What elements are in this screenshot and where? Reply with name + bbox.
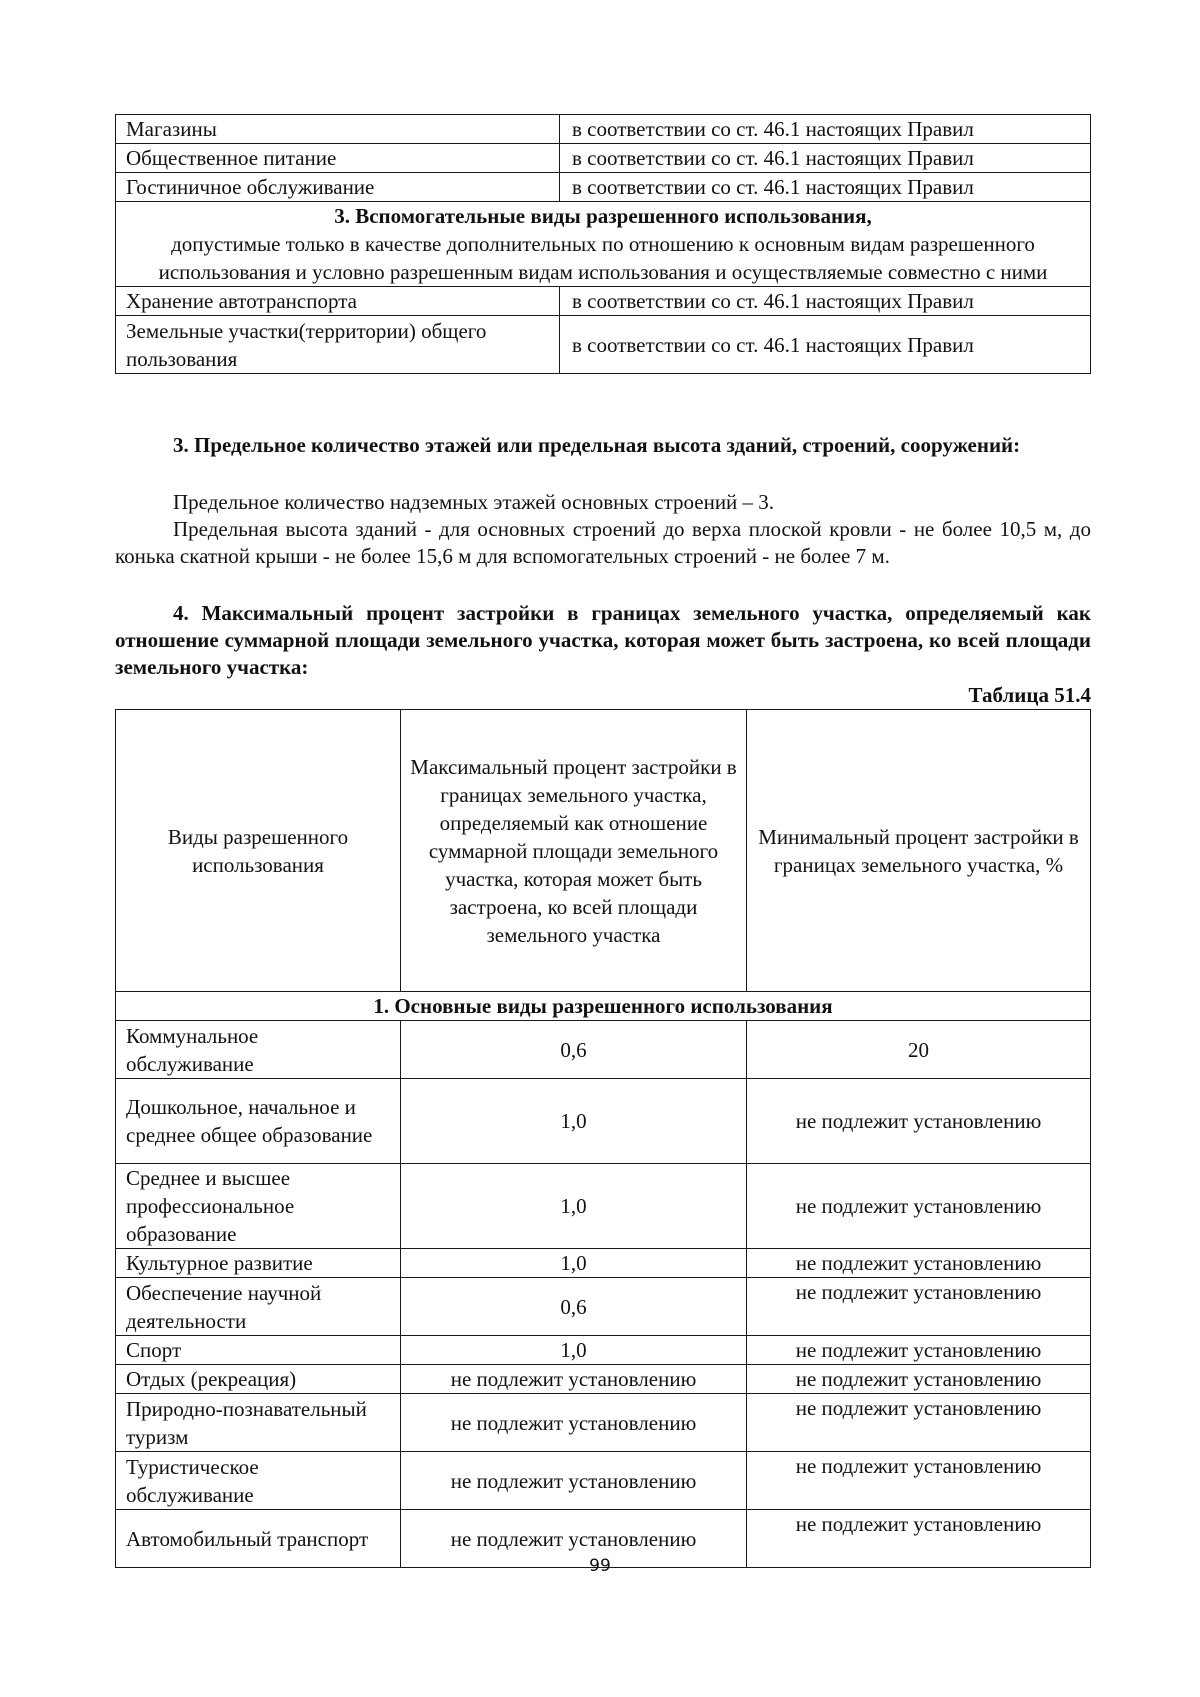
min-value: не подлежит установлению (747, 1249, 1091, 1278)
max-value: 0,6 (401, 1278, 747, 1336)
min-value: не подлежит установлению (747, 1336, 1091, 1365)
use-value: в соответствии со ст. 46.1 настоящих Правил (560, 316, 1091, 374)
section-3-description: допустимые только в качестве дополнительных по отношению к основным видам разрешенного использования и условно разрешенным видам использования и осуществляемые совместно с ними (158, 232, 1048, 284)
table-caption: Таблица 51.4 (968, 683, 1091, 707)
table-row (116, 115, 1091, 144)
table-row (116, 287, 1091, 316)
use-name: Отдых (рекреация) (116, 1365, 401, 1394)
table-row (116, 173, 1091, 202)
min-value: не подлежит установлению (747, 1164, 1091, 1249)
floors-heading: 3. Предельное количество этажей или предельная высота зданий, строений, сооружений: (173, 433, 1021, 457)
table-row (116, 316, 1091, 374)
floors-paragraph-2: Предельная высота зданий - для основных строений до верха плоской кровли - не более 10,5 м, до конька скатной крыши - не более 15,6 м для вспомогательных строений - не более 7 м. (115, 517, 1091, 568)
use-name: Обеспечение научной деятельности (116, 1278, 401, 1336)
section-3-title: 3. Вспомогательные виды разрешенного использования, (334, 204, 872, 228)
min-value: не подлежит установлению (747, 1079, 1091, 1164)
table-row (116, 1021, 1091, 1079)
table-row (116, 1452, 1091, 1510)
table-row (116, 1079, 1091, 1164)
max-value: не подлежит установлению (401, 1510, 747, 1568)
table-row (116, 1336, 1091, 1365)
floors-paragraph-1: Предельное количество надземных этажей основных строений – 3. (173, 490, 775, 514)
max-value: 1,0 (401, 1336, 747, 1365)
max-value: не подлежит установлению (401, 1365, 747, 1394)
max-value: не подлежит установлению (401, 1394, 747, 1452)
use-name: Культурное развитие (116, 1249, 401, 1278)
use-value: в соответствии со ст. 46.1 настоящих Правил (560, 287, 1091, 316)
table-row (116, 1164, 1091, 1249)
use-name: Хранение автотранспорта (116, 287, 560, 316)
header-row (116, 710, 1091, 992)
use-name: Земельные участки(территории) общего пользования (116, 316, 560, 374)
use-name: Гостиничное обслуживание (116, 173, 560, 202)
table-row (116, 1249, 1091, 1278)
use-name: Среднее и высшее профессиональное образование (116, 1164, 401, 1249)
header-min-percent: Минимальный процент застройки в границах земельного участка, % (747, 710, 1091, 992)
table-row (116, 144, 1091, 173)
building-percent-table (115, 709, 1091, 1568)
use-value: в соответствии со ст. 46.1 настоящих Правил (560, 144, 1091, 173)
header-use-types: Виды разрешенного использования (116, 710, 401, 992)
use-name: Магазины (116, 115, 560, 144)
min-value: 20 (747, 1021, 1091, 1079)
use-name: Туристическое обслуживание (116, 1452, 401, 1510)
use-name: Общественное питание (116, 144, 560, 173)
use-name: Дошкольное, начальное и среднее общее образование (116, 1079, 401, 1164)
min-value: не подлежит установлению (747, 1365, 1091, 1394)
use-name: Коммунальное обслуживание (116, 1021, 401, 1079)
max-value: 0,6 (401, 1021, 747, 1079)
min-value: не подлежит установлению (747, 1452, 1091, 1510)
table-row (116, 1365, 1091, 1394)
use-name: Автомобильный транспорт (116, 1510, 401, 1568)
section-1-title: 1. Основные виды разрешенного использования (116, 992, 1091, 1021)
table-row (116, 1394, 1091, 1452)
max-value: 1,0 (401, 1079, 747, 1164)
min-value: не подлежит установлению (747, 1510, 1091, 1568)
table-row (116, 1278, 1091, 1336)
max-value: 1,0 (401, 1249, 747, 1278)
section-3-header (116, 202, 1091, 287)
max-value: 1,0 (401, 1164, 747, 1249)
min-value: не подлежит установлению (747, 1394, 1091, 1452)
use-value: в соответствии со ст. 46.1 настоящих Правил (560, 173, 1091, 202)
section-row (116, 992, 1091, 1021)
use-value: в соответствии со ст. 46.1 настоящих Правил (560, 115, 1091, 144)
section-row (116, 202, 1091, 287)
page-number: 99 (589, 1556, 611, 1576)
use-name: Природно-познавательный туризм (116, 1394, 401, 1452)
max-value: не подлежит установлению (401, 1452, 747, 1510)
min-value: не подлежит установлению (747, 1278, 1091, 1336)
use-name: Спорт (116, 1336, 401, 1365)
permitted-use-table (115, 114, 1091, 374)
percent-heading: 4. Максимальный процент застройки в границах земельного участка, определяемый как отношение суммарной площади земельного участка, которая может быть застроена, ко всей площади земельного участка: (115, 601, 1091, 679)
header-max-percent: Максимальный процент застройки в границах земельного участка, определяемый как отношение суммарной площади земельного участка, которая может быть застроена, ко всей площади земельного участка (401, 710, 747, 992)
